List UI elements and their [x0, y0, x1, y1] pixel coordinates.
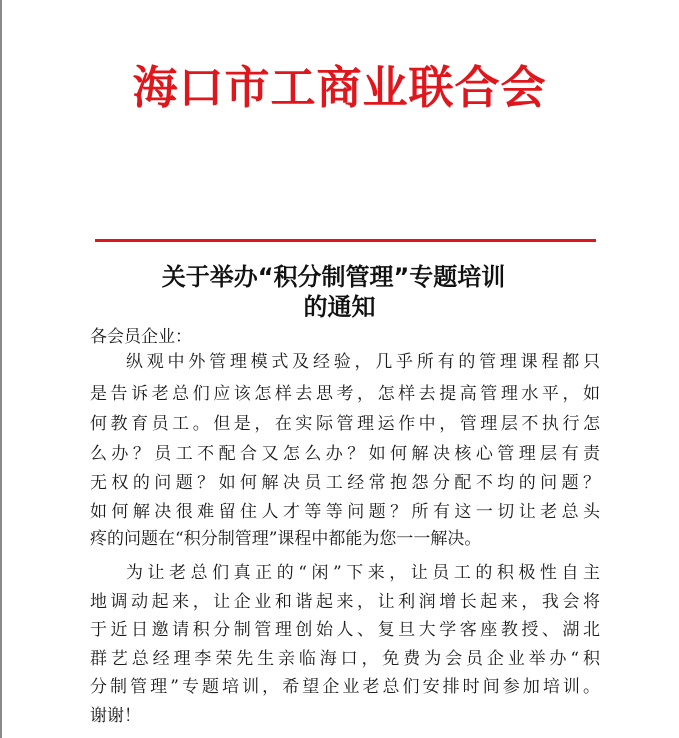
paragraph-1-line-1: 纵观中外管理模式及经验，几乎所有的管理课程都只 [126, 352, 600, 372]
paragraph-1-line-2: 是告诉老总们应该怎样去思考，怎样去提高管理水平，如 [90, 384, 600, 404]
document-title-line-2: 的通知 [303, 293, 376, 321]
letterhead-divider [95, 239, 596, 242]
paragraph-2-line-6: 谢谢！ [90, 706, 141, 726]
paragraph-2-line-3: 于近日邀请积分制管理创始人、复旦大学客座教授、湖北 [90, 620, 600, 640]
document-title-line-1: 关于举办“积分制管理”专题培训 [161, 263, 506, 291]
paragraph-1-line-6: 如何解决很难留住人才等等问题？所有这一切让老总头 [90, 502, 600, 522]
paragraph-2-line-2: 地调动起来，让企业和谐起来，让利润增长起来，我会将 [90, 592, 600, 612]
paragraph-1-line-4: 么办？员工不配合又怎么办？如何解决核心管理层有责 [90, 444, 600, 464]
paragraph-1-line-7: 疼的问题在“积分制管理”课程中都能为您一一解决。 [90, 529, 482, 549]
paragraph-2-line-1: 为让老总们真正的“闲”下来，让员工的积极性自主 [126, 563, 600, 583]
paragraph-1-line-5: 无权的问题？如何解决员工经常抱怨分配不均的问题？ [90, 473, 600, 493]
salutation: 各会员企业： [90, 327, 192, 347]
paragraph-2-line-5: 分制管理”专题培训，希望企业老总们安排时间参加培训。 [90, 677, 600, 697]
paragraph-2-line-4: 群艺总经理李荣先生亲临海口，免费为会员企业举办“积 [90, 649, 600, 669]
letterhead-org-name: 海口市工商业联合会 [132, 61, 547, 114]
paragraph-1-line-3: 何教育员工。但是，在实际管理运作中，管理层不执行怎 [90, 414, 600, 434]
